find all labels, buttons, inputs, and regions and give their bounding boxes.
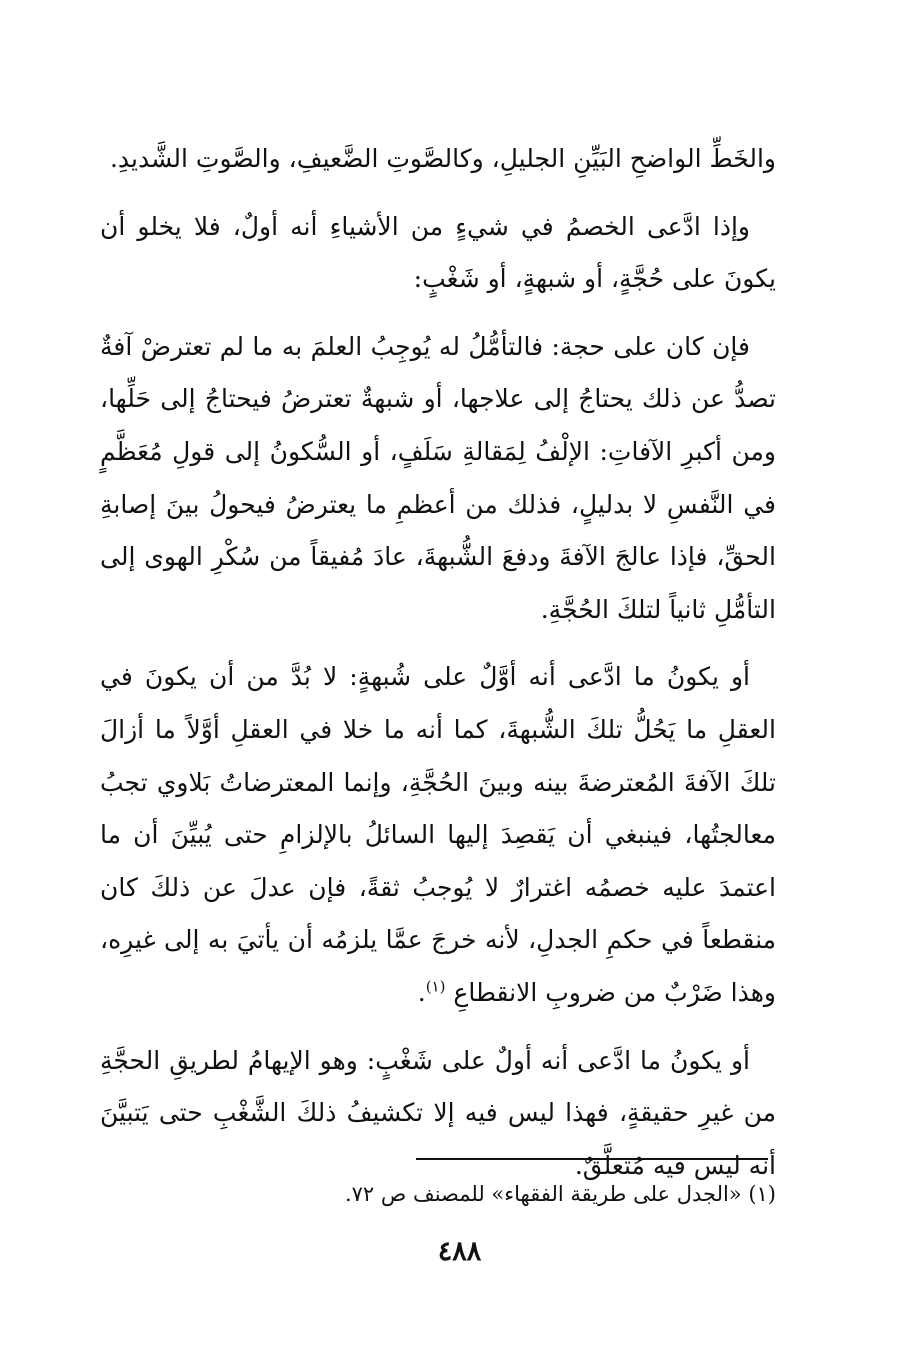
paragraph-doubt-end: . (417, 977, 426, 1007)
paragraph-doubt-text: أو يكونُ ما ادَّعى أنه أوَّلٌ على شُبهةٍ: لا بُدَّ من أن يكونَ في العقلِ ما يَحُلُّ تلكَ الشُّبهةَ، كما أنه ما خلا في العقلِ أوَّلاً ما أزالَ تلكَ الآفةَ المُعترضةَ بينه وبينَ الحُجَّةِ، وإنما المعترضاتُ بَلاوي تجبُ معالجتُها، فينبغي أن يَقصِدَ إليها السائلُ بالإلزامِ حتى يُبيِّنَ أن ما اعتمدَ عليه خصمُه اغترارٌ لا يُوجبُ ثقةً، فإن عدلَ عن ذلكَ كان منقطعاً في حكمِ الجدلِ، لأنه خرجَ عمَّا يلزمُه أن يأتيَ به إلى غيرِه، وهذا ضَرْبٌ من ضروبِ الانقطاعِ (100, 662, 776, 1007)
footnote: (١) «الجدل على طريقة الفقهاء» للمصنف ص ٧٢. (344, 1182, 776, 1206)
footnote-divider (416, 1158, 768, 1160)
paragraph-continuation: والخَطِّ الواضحِ البَيِّنِ الجليلِ، وكالصَّوتِ الضَّعيفِ، والصَّوتِ الشَّديدِ. (109, 144, 776, 173)
footnote-reference: (١) (425, 977, 446, 996)
paragraph-doubt (100, 651, 776, 1019)
paragraph-claim: وإذا ادَّعى الخصمُ في شيءٍ من الأشياءِ أنه أولٌ، فلا يخلو أن يكونَ على حُجَّةٍ، أو شبهةٍ، أو شَغْبٍ: (100, 211, 776, 294)
main-text (100, 133, 776, 1207)
paragraph-sophistry: أو يكونُ ما ادَّعى أنه أولٌ على شَغْبٍ: وهو الإيهامُ لطريقِ الحجَّةِ من غيرِ حقيقةٍ، فهذا ليس فيه إلا تكشيفُ ذلكَ الشَّغْبِ حتى يَتبيَّنَ أنه ليس فيه مُتعلَّقٌ. (100, 1045, 776, 1180)
page-number: ٤٨٨ (437, 1236, 482, 1267)
paragraph-proof: فإن كان على حجة: فالتأمُّلُ له يُوجِبُ العلمَ به ما لم تعترضْ آفةٌ تصدُّ عن ذلك يحتاجُ إلى علاجها، أو شبهةٌ تعترضُ فيحتاجُ إلى حَلِّها، ومن أكبرِ الآفاتِ: الإلْفُ لِمَقالةِ سَلَفٍ، أو السُّكونُ إلى قولِ مُعَظَّمٍ في النَّفسِ لا بدليلٍ، فذلك من أعظمِ ما يعترضُ فيحولُ بينَ إصابةِ الحقِّ، فإذا عالجَ الآفةَ ودفعَ الشُّبهةَ، عادَ مُفيقاً من سُكْرِ الهوى إلى التأمُّلِ ثانياً لتلكَ الحُجَّةِ. (100, 331, 776, 624)
